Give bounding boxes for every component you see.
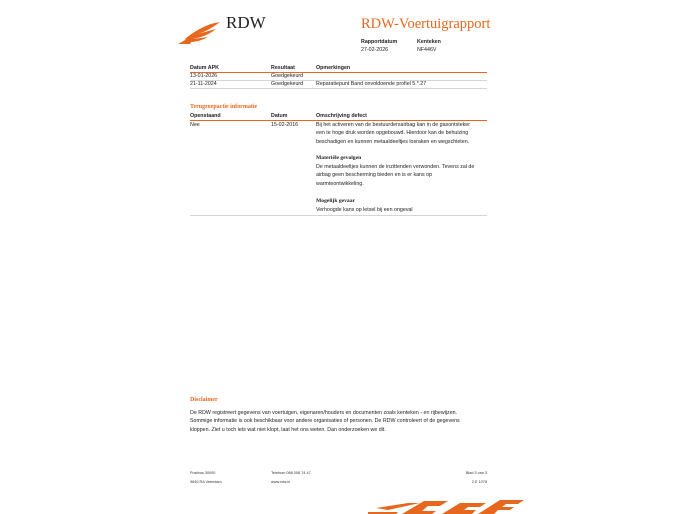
recall-title: Terugroepactie informatie bbox=[190, 104, 258, 110]
footer-code: 2.E 1078 bbox=[471, 480, 487, 484]
recall-table-bottom-rule bbox=[190, 215, 487, 216]
footer-page-number: Blad 3 van 3 bbox=[465, 471, 487, 475]
consequences-line: warmteontwikkeling. bbox=[316, 180, 364, 187]
report-date-label: Rapportdatum bbox=[361, 39, 398, 45]
disclaimer-line: Sommige informatie is ook beschikbaar voor andere organisaties of personen. De RDW controleert of de gegevens bbox=[190, 418, 460, 425]
recall-col-defect: Omschrijving defect bbox=[316, 113, 367, 119]
apk-row-1-result: Goedgekeurd bbox=[271, 73, 304, 79]
recall-defect-description bbox=[316, 121, 491, 146]
apk-col-date: Datum APK bbox=[190, 65, 219, 71]
apk-row-2-result: Goedgekeurd bbox=[271, 81, 304, 87]
disclaimer-line: kloppen. Ziet u toch iets wat niet klopt, laat het ons weten. Dan onderzoeken we dit. bbox=[190, 426, 386, 433]
footer-website[interactable]: www.rdw.nl bbox=[271, 480, 290, 484]
rdw-stripes-icon bbox=[368, 497, 528, 514]
footer-city: 9640 RA Veendam bbox=[190, 480, 222, 484]
footer-phone: Telefoon 088 008 74 47 bbox=[271, 471, 311, 475]
brand-name: RDW bbox=[226, 13, 266, 32]
recall-col-open: Openstaand bbox=[190, 113, 221, 119]
apk-row-1-date: 13-01-2026 bbox=[190, 73, 218, 79]
apk-header-rule bbox=[190, 72, 487, 73]
consequences-line: airbag geen bescherming bieden en is er kans op bbox=[316, 172, 433, 179]
consequences-line: De metaaldeeltjes kunnen de inzittenden verwonden. Tevens zal de bbox=[316, 164, 475, 170]
apk-table-bottom-rule bbox=[190, 88, 487, 89]
report-date: 27-02-2026 bbox=[361, 47, 389, 53]
disclaimer-text bbox=[190, 409, 490, 434]
plate-value: NF446V bbox=[417, 47, 437, 53]
consequences-description bbox=[316, 163, 491, 188]
recall-col-date: Datum bbox=[271, 113, 288, 119]
apk-col-result: Resultaat bbox=[271, 65, 295, 71]
defect-line: een te hoge druk worden opgebouwd. Hierdoor kan de behuizing bbox=[316, 130, 469, 137]
report-title: RDW-Voertuigrapport bbox=[361, 16, 491, 32]
apk-row-2-remarks: Reparatiepunt Band onvoldoende profiel 5.*.27 bbox=[316, 81, 427, 87]
plate-label: Kenteken bbox=[417, 39, 441, 45]
disclaimer-title: Disclaimer bbox=[190, 397, 218, 403]
recall-open-value: Nee bbox=[190, 122, 200, 128]
consequences-title: Materiële gevolgen bbox=[316, 155, 362, 161]
danger-text: Verhoogde kans op letsel bij een ongeval bbox=[316, 207, 413, 213]
disclaimer-line: De RDW registreert gegevens van voertuigen, eigenaren/houders en documenten zoals kenteken - en rijbewijzen. bbox=[190, 410, 458, 416]
apk-row-2-date: 21-11-2024 bbox=[190, 81, 217, 87]
danger-title: Mogelijk gevaar bbox=[316, 198, 355, 204]
defect-line: Bij het activeren van de bestuurdersairbag kan in de gasontsteker bbox=[316, 122, 470, 128]
defect-line: beschadigen en kunnen metaaldeeltjes losraken en wegschieten. bbox=[316, 138, 470, 145]
footer-postbus: Postbus 30000 bbox=[190, 471, 216, 475]
recall-date-value: 15-02-2016 bbox=[271, 122, 299, 128]
apk-col-remarks: Opmerkingen bbox=[316, 65, 351, 71]
rdw-logo-icon bbox=[176, 20, 222, 46]
